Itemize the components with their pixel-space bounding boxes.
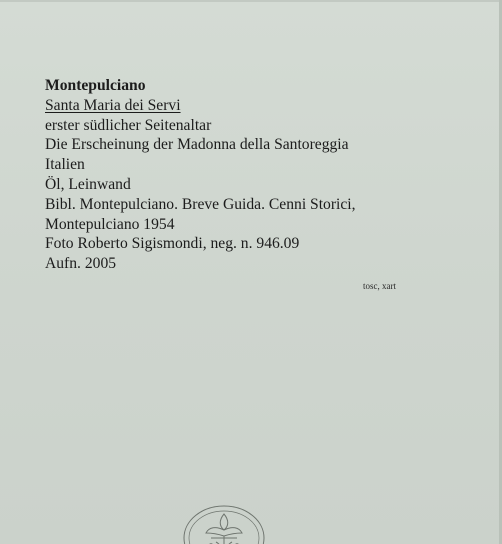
record-recording-year: Aufn. 2005 <box>45 255 117 273</box>
record-subject: Die Erscheinung der Madonna della Santoreggia <box>45 136 349 154</box>
classification-tag: tosc, xart <box>363 281 396 291</box>
record-photo-credit: Foto Roberto Sigismondi, neg. n. 946.09 <box>45 235 300 253</box>
card-top-edge <box>0 0 502 2</box>
record-country: Italien <box>45 156 85 174</box>
record-building: Santa Maria dei Servi <box>45 96 181 114</box>
record-city: Montepulciano <box>45 77 146 94</box>
catalog-record <box>45 76 485 274</box>
record-location: erster südlicher Seitenaltar <box>45 116 212 134</box>
record-medium: Öl, Leinwand <box>45 175 131 193</box>
record-bibliography-line-1: Bibl. Montepulciano. Breve Guida. Cenni Storici, <box>45 195 356 213</box>
record-bibliography-line-2: Montepulciano 1954 <box>45 215 175 233</box>
lily-emblem-icon <box>178 500 270 544</box>
